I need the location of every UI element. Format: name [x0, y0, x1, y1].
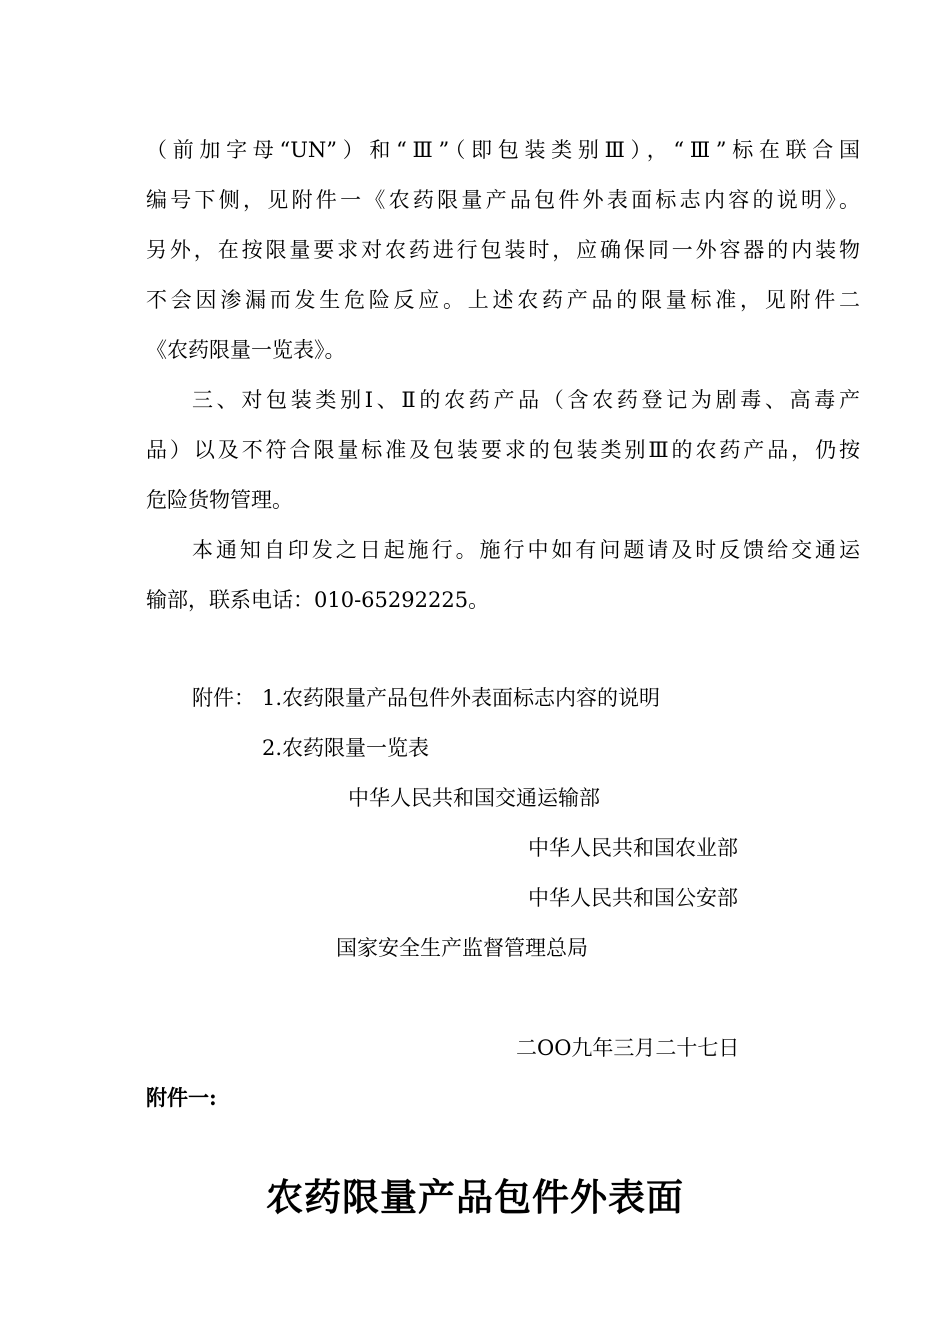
signatory-ministry-public-security: 中华人民共和国公安部 [528, 886, 738, 910]
paragraph2-line3: 危险货物管理。 [146, 488, 293, 512]
paragraph1-line2: 编号下侧，见附件一《农药限量产品包件外表面标志内容的说明》。 [146, 188, 860, 212]
paragraph1-line5: 《农药限量一览表》。 [146, 338, 346, 362]
issue-date: 二OO九年三月二十七日 [516, 1036, 740, 1060]
paragraph1-line1: （前加字母“UN”）和“Ⅲ”（即包装类别Ⅲ），“Ⅲ”标在联合国 [146, 138, 860, 162]
paragraph1-line3: 另外，在按限量要求对农药进行包装时，应确保同一外容器的内装物 [146, 238, 860, 262]
attachment-item-2: 2.农药限量一览表 [262, 736, 430, 760]
paragraph1-line4: 不会因渗漏而发生危险反应。上述农药产品的限量标准，见附件二 [146, 288, 860, 312]
signatory-ministry-agriculture: 中华人民共和国农业部 [528, 836, 738, 860]
attachment-item-1: 1.农药限量产品包件外表面标志内容的说明 [262, 686, 661, 710]
paragraph2-line1: 三、对包装类别Ⅰ、Ⅱ的农药产品（含农药登记为剧毒、高毒产 [192, 388, 860, 412]
paragraph2-line2: 品）以及不符合限量标准及包装要求的包装类别Ⅲ的农药产品，仍按 [146, 438, 860, 462]
paragraph3-line1: 本通知自印发之日起施行。施行中如有问题请及时反馈给交通运 [192, 538, 860, 562]
appendix-heading: 附件一: [146, 1085, 217, 1110]
signatory-safety-administration: 国家安全生产监督管理总局 [336, 936, 588, 960]
attachments-label: 附件： [192, 686, 255, 710]
paragraph3-line2: 输部，联系电话：010-65292225。 [146, 588, 490, 612]
appendix-title: 农药限量产品包件外表面 [266, 1175, 684, 1219]
signatory-ministry-transport: 中华人民共和国交通运输部 [348, 786, 600, 810]
